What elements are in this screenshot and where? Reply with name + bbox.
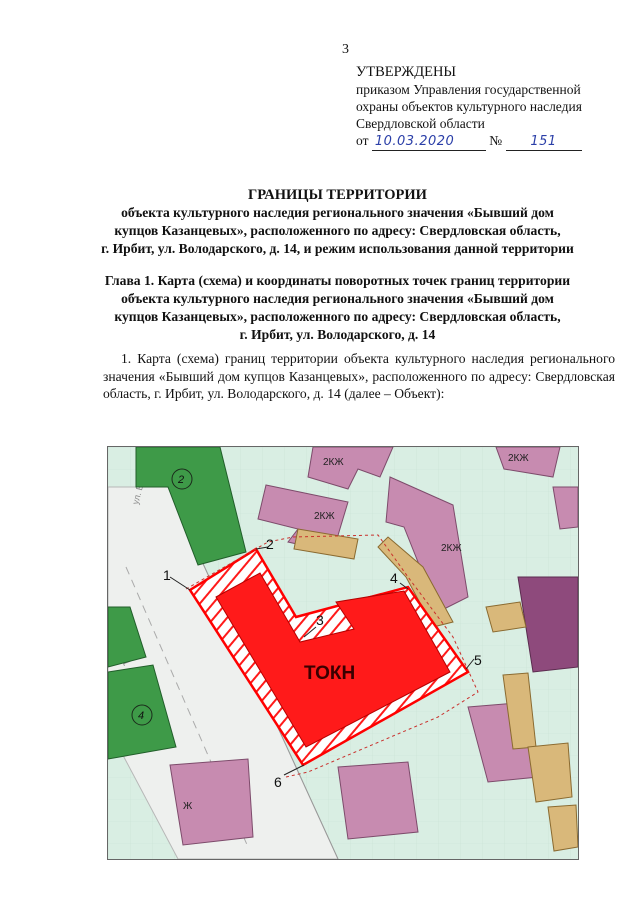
- point-label-1: 1: [163, 567, 171, 583]
- tan-building-3: [486, 602, 526, 632]
- circle-label-2: 2: [178, 474, 185, 486]
- point-label-2: 2: [266, 536, 274, 552]
- building-label-2: 2КЖ: [314, 511, 335, 522]
- title-line-2: объекта культурного наследия регионального значения «Бывший дом: [121, 205, 554, 220]
- purple-building-bottom-mid: [338, 762, 418, 839]
- chapter-line-2: объекта культурного наследия регионального значения «Бывший дом: [121, 291, 554, 306]
- point-label-4: 4: [390, 570, 398, 586]
- chapter-line-1: Глава 1. Карта (схема) и координаты поворотных точек границ территории: [104, 273, 571, 288]
- page-number: 3: [342, 42, 349, 57]
- building-label-5: Ж: [183, 801, 193, 812]
- chapter-heading: [60, 272, 615, 344]
- chapter-line-3: купцов Казанцевых», расположенного по адресу: Свердловская область,: [114, 309, 561, 324]
- circle-label-4: 4: [138, 710, 145, 722]
- paragraph-1: 1. Карта (схема) границ территории объекта культурного наследия регионального значения «Бывший дом купцов Казанцевых», расположенного по адресу: Свердловская область, г. Ирбит, ул. Володарского, д. 14 (далее – Объект):: [103, 351, 615, 401]
- map-svg: [108, 447, 578, 859]
- approval-heading: УТВЕРЖДЕНЫ: [356, 64, 457, 80]
- handwritten-number: 151: [506, 133, 582, 151]
- building-label-3: 2КЖ: [441, 543, 462, 554]
- point-label-3: 3: [316, 612, 324, 628]
- document-title: [60, 186, 615, 258]
- number-prefix: №: [489, 133, 503, 148]
- building-label-4: 2КЖ: [508, 453, 529, 464]
- title-line-1: ГРАНИЦЫ ТЕРРИТОРИИ: [248, 187, 427, 203]
- date-prefix: от: [356, 133, 369, 148]
- street-label: ул.: [130, 491, 144, 506]
- boundary-map: [107, 446, 579, 860]
- object-label: ТОКН: [304, 663, 356, 684]
- approval-line-2: охраны объектов культурного наследия: [356, 99, 582, 114]
- handwritten-date: 10.03.2020: [372, 133, 486, 151]
- tan-building-5: [528, 743, 572, 802]
- approval-line-3: Свердловской области: [356, 116, 485, 131]
- point-label-5: 5: [474, 652, 482, 668]
- chapter-line-4: г. Ирбит, ул. Володарского, д. 14: [239, 327, 436, 342]
- approval-stamp: [356, 64, 582, 151]
- point-label-6: 6: [274, 774, 282, 790]
- title-line-4: г. Ирбит, ул. Володарского, д. 14, и режим использования данной территории: [101, 241, 574, 256]
- title-line-3: купцов Казанцевых», расположенного по адресу: Свердловская область,: [114, 223, 561, 238]
- building-label-1: 2КЖ: [323, 457, 344, 468]
- approval-date-line: [356, 132, 582, 151]
- approval-line-1: приказом Управления государственной: [356, 82, 581, 97]
